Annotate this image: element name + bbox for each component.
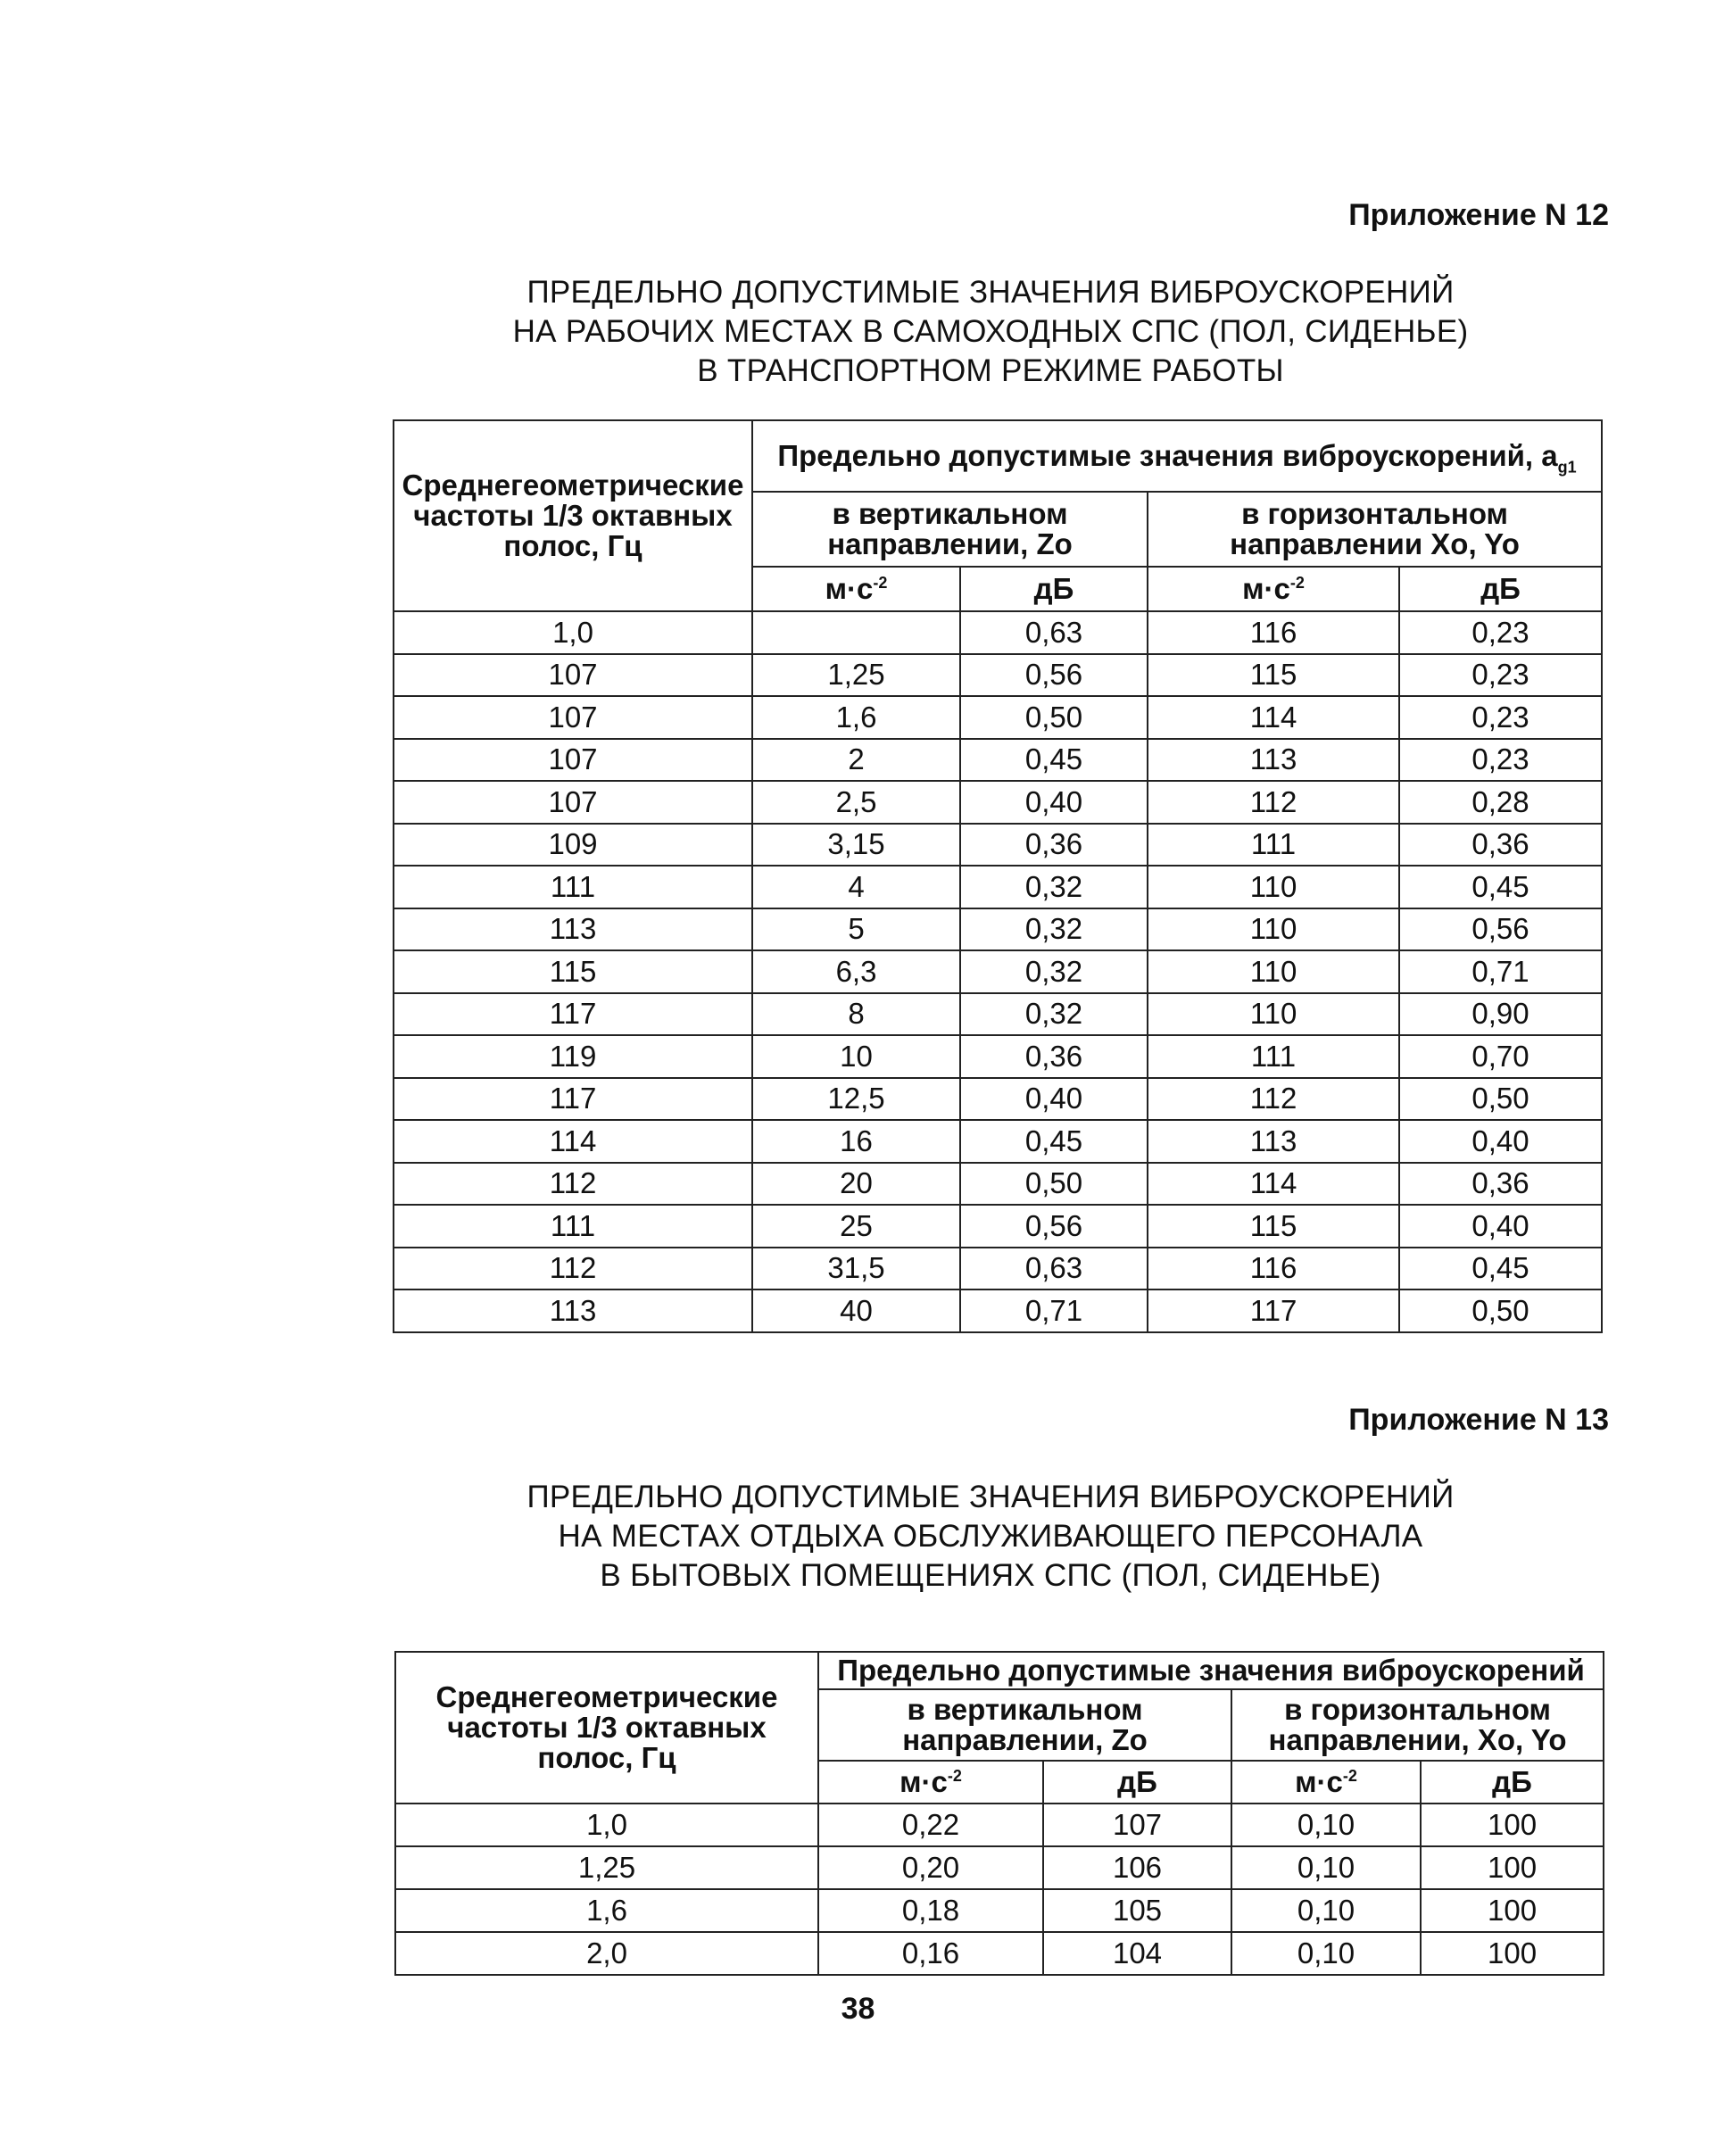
table-cell: 116 [1148,1248,1399,1290]
table-cell: 0,45 [960,739,1148,782]
appendix-12-title [357,273,1624,391]
table-row [395,1932,1604,1975]
table-cell: 1,25 [395,1846,818,1889]
table-cell: 111 [1148,1035,1399,1078]
table-cell: 0,23 [1399,696,1602,739]
page-number: 38 [841,1992,875,2026]
table-cell: 112 [1148,1078,1399,1121]
table-cell: 117 [1148,1289,1399,1332]
table-cell: 5 [752,908,960,951]
table-cell: 117 [394,1078,752,1121]
table-cell: 0,56 [960,654,1148,697]
table-cell: 40 [752,1289,960,1332]
table-cell: 0,71 [960,1289,1148,1332]
table-cell: 115 [1148,1205,1399,1248]
table-cell: 0,23 [1399,611,1602,654]
table-cell: 116 [1148,611,1399,654]
table-cell: 110 [1148,950,1399,993]
table-cell: 111 [394,1205,752,1248]
table-cell: 0,20 [818,1846,1043,1889]
table-row [395,1804,1604,1846]
table-cell: 0,45 [1399,866,1602,908]
title-line: ПРЕДЕЛЬНО ДОПУСТИМЫЕ ЗНАЧЕНИЯ ВИБРОУСКОРЕНИЙ [526,275,1455,310]
table-cell: 0,32 [960,950,1148,993]
unit-ms2-header: $м\cdot с^{-2}$ [1231,1761,1421,1804]
table-cell: 0,32 [960,993,1148,1036]
table-cell: 0,10 [1231,1932,1421,1975]
title-line: НА РАБОЧИХ МЕСТАХ В САМОХОДНЫХ СПС (ПОЛ, СИДЕНЬЕ) [512,314,1469,349]
table-cell: 0,40 [960,781,1148,824]
group-header: Предельно допустимые значения виброускорений, $a_{g1}$ [752,420,1602,492]
table-cell: 1,6 [395,1889,818,1932]
table-cell: 0,16 [818,1932,1043,1975]
horizontal-direction-header: в горизонтальном направлении, Xo, Yo [1231,1689,1604,1761]
table-cell: 16 [752,1120,960,1163]
table-row [395,1846,1604,1889]
title-line: В ТРАНСПОРТНОМ РЕЖИМЕ РАБОТЫ [697,353,1284,388]
table-cell: 0,45 [960,1120,1148,1163]
table-row [394,611,1602,654]
table-cell: 0,71 [1399,950,1602,993]
table-cell: 114 [1148,696,1399,739]
table-cell: 110 [1148,908,1399,951]
group-header: Предельно допустимые значения виброускорений [818,1652,1604,1689]
table-cell: 2,0 [395,1932,818,1975]
vertical-direction-header: в вертикальном направлении, Zo [818,1689,1231,1761]
table-cell: 0,63 [960,1248,1148,1290]
table-cell: 0,50 [960,696,1148,739]
table-cell: 1,6 [752,696,960,739]
unit-ms2-header: $м\cdot с^{-2}$ [752,567,960,611]
table-cell: 4 [752,866,960,908]
table-row [394,908,1602,951]
table-row [395,1889,1604,1932]
table-cell: 10 [752,1035,960,1078]
horizontal-direction-header: в горизонтальном направлении Xo, Yo [1148,492,1602,567]
table-cell: 110 [1148,993,1399,1036]
table-cell: 111 [1148,824,1399,867]
table-cell: 12,5 [752,1078,960,1121]
table-cell: 2,5 [752,781,960,824]
table-cell: 106 [1043,1846,1231,1889]
unit-db-header: дБ [960,567,1148,611]
table-cell: 2 [752,739,960,782]
table-cell: 113 [394,908,752,951]
table-cell: 112 [394,1163,752,1206]
table-cell: 117 [394,993,752,1036]
table-cell: 8 [752,993,960,1036]
table-cell: 111 [394,866,752,908]
freq-column-header: Среднегеометрические частоты 1/3 октавных полос, Гц [394,420,752,611]
table-row [394,1163,1602,1206]
unit-db-header: дБ [1043,1761,1231,1804]
table-cell: 0,40 [1399,1205,1602,1248]
appendix-12-table-body [394,611,1602,1332]
appendix-12-label: Приложение N 12 [1348,198,1609,232]
table-row [394,1120,1602,1163]
title-line: НА МЕСТАХ ОТДЫХА ОБСЛУЖИВАЮЩЕГО ПЕРСОНАЛА [558,1519,1423,1554]
table-cell: 110 [1148,866,1399,908]
table-cell: 0,10 [1231,1889,1421,1932]
table-cell: 0,45 [1399,1248,1602,1290]
table-cell: 0,56 [1399,908,1602,951]
table-cell: 0,36 [1399,1163,1602,1206]
table-cell: 0,18 [818,1889,1043,1932]
table-cell: 0,56 [960,1205,1148,1248]
table-cell: 107 [394,654,752,697]
appendix-12-table [393,419,1603,1333]
table-row [394,866,1602,908]
table-row [394,824,1602,867]
table-cell: 25 [752,1205,960,1248]
table-row [394,1205,1602,1248]
table-cell: 31,5 [752,1248,960,1290]
table-cell: 109 [394,824,752,867]
table-cell: 119 [394,1035,752,1078]
table-cell: 0,32 [960,908,1148,951]
appendix-13-label: Приложение N 13 [1348,1403,1609,1437]
appendix-13-title [357,1478,1624,1596]
table-cell: 0,63 [960,611,1148,654]
table-cell: 100 [1421,1846,1604,1889]
table-cell: 0,50 [960,1163,1148,1206]
table-cell: 1,0 [395,1804,818,1846]
table-cell: 112 [1148,781,1399,824]
table-row [394,781,1602,824]
appendix-13-table-body [395,1804,1604,1975]
table-cell: 0,36 [1399,824,1602,867]
table-cell: 1,0 [394,611,752,654]
table-row [394,654,1602,697]
table-row [394,696,1602,739]
table-cell [752,611,960,654]
table-cell: 0,50 [1399,1078,1602,1121]
table-cell: 0,36 [960,824,1148,867]
table-cell: 113 [1148,739,1399,782]
table-cell: 104 [1043,1932,1231,1975]
table-cell: 100 [1421,1889,1604,1932]
table-cell: 113 [394,1289,752,1332]
table-cell: 0,36 [960,1035,1148,1078]
table-cell: 114 [394,1120,752,1163]
unit-db-header: дБ [1421,1761,1604,1804]
table-row [394,1035,1602,1078]
table-cell: 107 [394,781,752,824]
table-cell: 3,15 [752,824,960,867]
table-cell: 0,28 [1399,781,1602,824]
table-cell: 6,3 [752,950,960,993]
table-cell: 0,40 [1399,1120,1602,1163]
table-cell: 114 [1148,1163,1399,1206]
table-cell: 115 [1148,654,1399,697]
table-row [394,1248,1602,1290]
vertical-direction-header: в вертикальном направлении, Zo [752,492,1148,567]
table-cell: 0,23 [1399,654,1602,697]
table-cell: 113 [1148,1120,1399,1163]
table-row [394,950,1602,993]
table-cell: 0,50 [1399,1289,1602,1332]
table-cell: 1,25 [752,654,960,697]
table-cell: 105 [1043,1889,1231,1932]
table-cell: 0,10 [1231,1846,1421,1889]
table-cell: 0,32 [960,866,1148,908]
unit-ms2-header: $м\cdot с^{-2}$ [818,1761,1043,1804]
appendix-13-table [394,1651,1604,1976]
title-line: В БЫТОВЫХ ПОМЕЩЕНИЯХ СПС (ПОЛ, СИДЕНЬЕ) [600,1558,1381,1593]
table-row [394,739,1602,782]
table-cell: 0,40 [960,1078,1148,1121]
table-row [394,1078,1602,1121]
table-cell: 107 [394,696,752,739]
table-cell: 112 [394,1248,752,1290]
table-cell: 107 [1043,1804,1231,1846]
table-cell: 0,22 [818,1804,1043,1846]
table-row [394,1289,1602,1332]
title-line: ПРЕДЕЛЬНО ДОПУСТИМЫЕ ЗНАЧЕНИЯ ВИБРОУСКОРЕНИЙ [526,1480,1455,1514]
unit-ms2-header: $м\cdot с^{-2}$ [1148,567,1399,611]
table-cell: 0,23 [1399,739,1602,782]
table-cell: 107 [394,739,752,782]
table-cell: 0,70 [1399,1035,1602,1078]
table-cell: 115 [394,950,752,993]
table-cell: 100 [1421,1804,1604,1846]
freq-column-header: Среднегеометрические частоты 1/3 октавных полос, Гц [395,1652,818,1804]
table-cell: 0,90 [1399,993,1602,1036]
table-row [394,993,1602,1036]
unit-db-header: дБ [1399,567,1602,611]
table-cell: 0,10 [1231,1804,1421,1846]
table-cell: 100 [1421,1932,1604,1975]
table-cell: 20 [752,1163,960,1206]
